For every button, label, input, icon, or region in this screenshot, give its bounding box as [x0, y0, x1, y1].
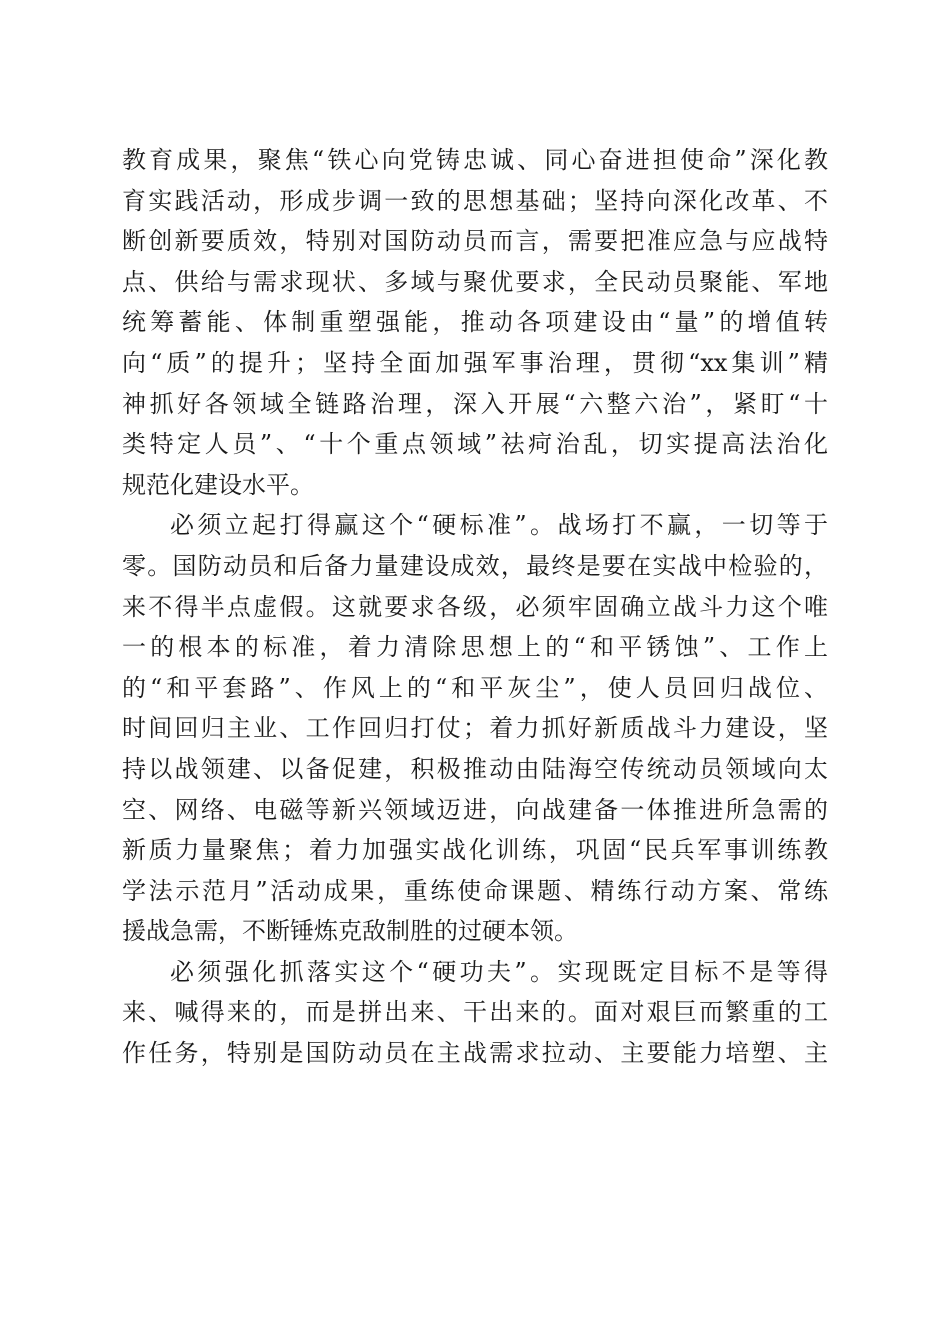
text-line: 点、供给与需求现状、多域与聚优要求，全民动员聚能、军地 — [122, 267, 828, 296]
text-line: 新质力量聚焦；着力加强实战化训练，巩固“民兵军事训练教 — [122, 836, 828, 865]
text-line: 来、喊得来的，而是拼出来、干出来的。面对艰巨而繁重的工 — [122, 998, 828, 1027]
paragraph-1 — [122, 140, 828, 505]
body-text — [122, 140, 828, 1074]
paragraph-2 — [122, 505, 828, 952]
text-line: 零。国防动员和后备力量建设成效，最终是要在实战中检验的， — [122, 551, 828, 580]
text-line: 规范化建设水平。 — [122, 470, 314, 499]
text-line: 学法示范月”活动成果，重练使命课题、精练行动方案、常练 — [122, 876, 828, 905]
text-line: 的“和平套路”、作风上的“和平灰尘”，使人员回归战位、 — [122, 673, 828, 702]
text-line: 育实践活动，形成步调一致的思想基础；坚持向深化改革、不 — [122, 186, 828, 215]
paragraph-3 — [122, 952, 828, 1074]
text-line: 来不得半点虚假。这就要求各级，必须牢固确立战斗力这个唯 — [122, 592, 828, 621]
text-line: 一的根本的标准，着力清除思想上的“和平锈蚀”、工作上 — [122, 633, 828, 662]
text-line: 教育成果，聚焦“铁心向党铸忠诚、同心奋进担使命”深化教 — [122, 146, 828, 174]
text-line: 援战急需，不断锤炼克敌制胜的过硬本领。 — [122, 917, 578, 946]
text-line: 持以战领建、以备促建，积极推动由陆海空传统动员领域向太 — [122, 754, 828, 783]
text-line: 断创新要质效，特别对国防动员而言，需要把准应急与应战特 — [122, 227, 828, 256]
text-line: 空、网络、电磁等新兴领域迈进，向战建备一体推进所急需的 — [122, 795, 828, 824]
text-line: 作任务，特别是国防动员在主战需求拉动、主要能力培塑、主 — [122, 1039, 828, 1068]
text-line: 必须强化抓落实这个“硬功夫”。实现既定目标不是等得 — [170, 957, 828, 986]
text-line: 类特定人员”、“十个重点领域”祛疴治乱，切实提高法治化 — [122, 430, 828, 459]
text-line: 时间回归主业、工作回归打仗；着力抓好新质战斗力建设，坚 — [122, 714, 828, 743]
text-line: 向“质”的提升；坚持全面加强军事治理，贯彻“xx集训”精 — [122, 348, 828, 377]
text-line: 统筹蓄能、体制重塑强能，推动各项建设由“量”的增值转 — [122, 308, 828, 337]
text-line: 必须立起打得赢这个“硬标准”。战场打不赢，一切等于 — [170, 511, 828, 540]
text-line: 神抓好各领域全链路治理，深入开展“六整六治”，紧盯“十 — [122, 389, 828, 418]
